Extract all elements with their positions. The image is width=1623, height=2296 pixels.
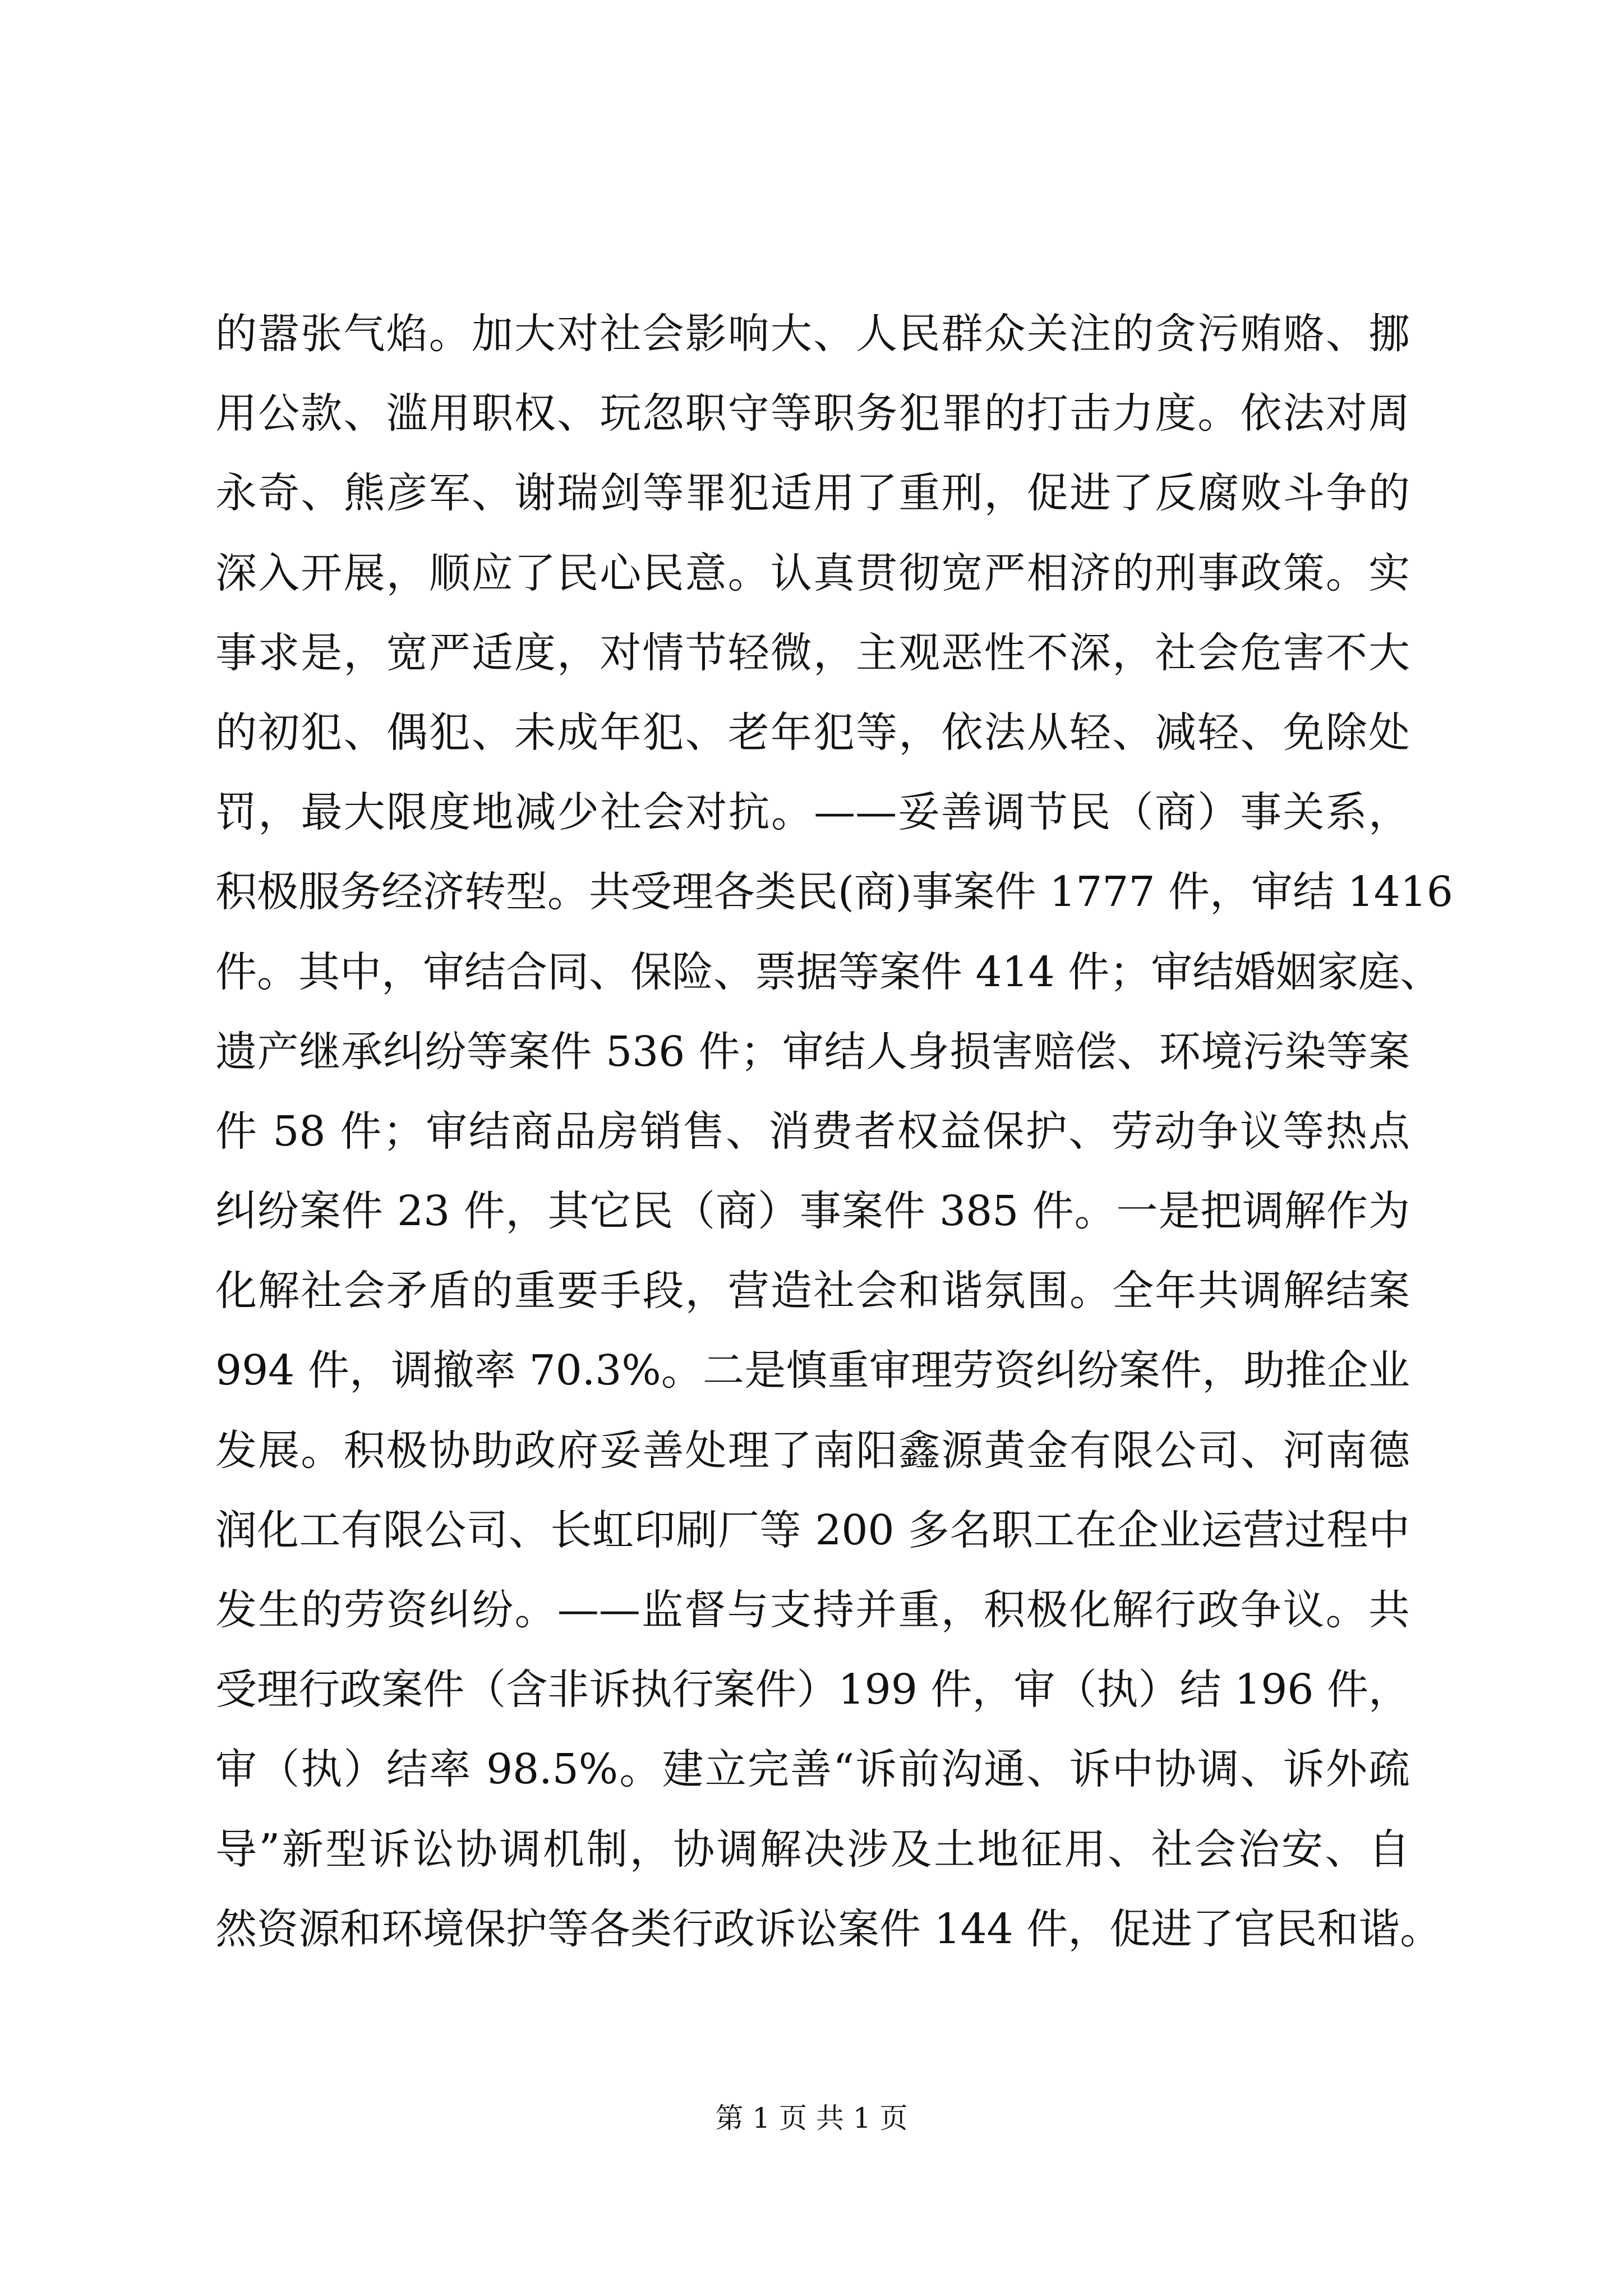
text-line: 用公款、滥用职权、玩忽职守等职务犯罪的打击力度。依法对周 xyxy=(215,389,1410,438)
text-line: 发展。积极协助政府妥善处理了南阳鑫源黄金有限公司、河南德 xyxy=(215,1426,1410,1475)
text-line: 受理行政案件（含非诉执行案件）199 件，审（执）结 196 件， xyxy=(215,1665,1410,1714)
text-line: 永奇、熊彦军、谢瑞剑等罪犯适用了重刑，促进了反腐败斗争的 xyxy=(215,469,1410,518)
text-line: 发生的劳资纠纷。——监督与支持并重，积极化解行政争议。共 xyxy=(215,1586,1410,1634)
text-line: 润化工有限公司、长虹印刷厂等 200 多名职工在企业运营过程中 xyxy=(215,1506,1410,1554)
body-text xyxy=(215,294,1453,1969)
text-line: 的嚣张气焰。加大对社会影响大、人民群众关注的贪污贿赂、挪 xyxy=(215,310,1410,358)
page-footer: 第 1 页 共 1 页 xyxy=(715,2102,908,2134)
text-line: 事求是，宽严适度，对情节轻微，主观恶性不深，社会危害不大 xyxy=(215,628,1410,677)
text-line: 994 件，调撤率 70.3%。二是慎重审理劳资纠纷案件，助推企业 xyxy=(215,1346,1410,1395)
text-line: 化解社会矛盾的重要手段，营造社会和谐氛围。全年共调解结案 xyxy=(215,1267,1410,1315)
text-line: 纠纷案件 23 件，其它民（商）事案件 385 件。一是把调解作为 xyxy=(215,1187,1410,1236)
text-line: 导”新型诉讼协调机制，协调解决涉及土地征用、社会治安、自 xyxy=(215,1825,1410,1874)
text-line: 件。其中，审结合同、保险、票据等案件 414 件；审结婚姻家庭、 xyxy=(215,947,1442,996)
text-line: 罚，最大限度地减少社会对抗。——妥善调节民（商）事关系， xyxy=(215,788,1410,837)
text-line: 积极服务经济转型。共受理各类民(商)事案件 1777 件，审结 1416 xyxy=(215,868,1453,917)
text-line: 深入开展，顺应了民心民意。认真贯彻宽严相济的刑事政策。实 xyxy=(215,549,1410,597)
text-line: 遗产继承纠纷等案件 536 件；审结人身损害赔偿、环境污染等案 xyxy=(215,1027,1410,1076)
text-line: 件 58 件；审结商品房销售、消费者权益保护、劳动争议等热点 xyxy=(215,1107,1410,1156)
text-line: 然资源和环境保护等各类行政诉讼案件 144 件，促进了官民和谐。 xyxy=(215,1904,1442,1953)
text-line: 的初犯、偶犯、未成年犯、老年犯等，依法从轻、减轻、免除处 xyxy=(215,708,1410,757)
text-line: 审（执）结率 98.5%。建立完善“诉前沟通、诉中协调、诉外疏 xyxy=(215,1745,1410,1794)
